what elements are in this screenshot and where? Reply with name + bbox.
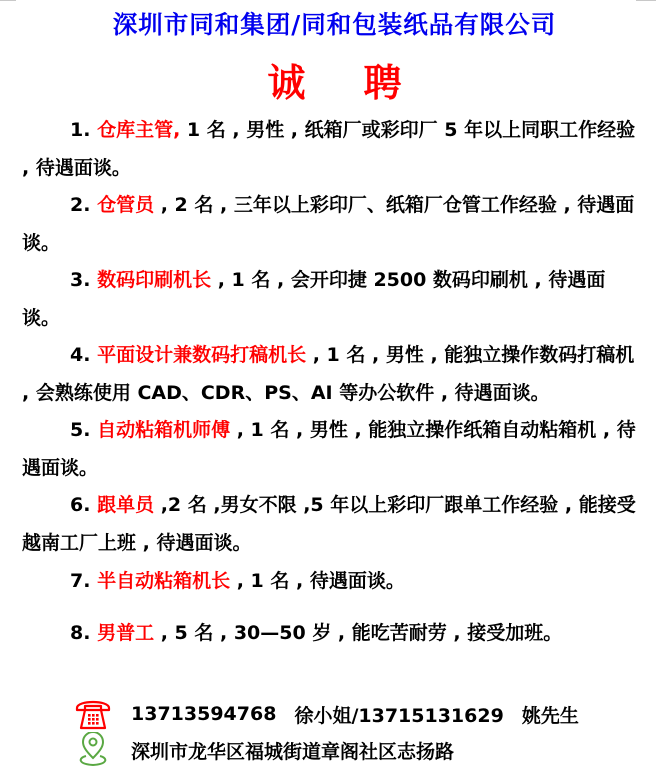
position-item [22,337,642,412]
position-item [22,262,642,337]
role-description: , 1 名 , 待遇面谈。 [230,570,405,592]
title-char-2: 聘 [363,61,402,105]
item-number: 6. [70,494,91,516]
top-edge-mark-left [0,0,16,1]
contact-phone-row [73,696,579,732]
location-pin-icon [73,732,113,768]
position-item [22,187,642,262]
item-number: 1. [70,119,91,141]
item-number: 8. [70,621,91,644]
item-number: 4. [70,344,91,366]
page-title [0,52,669,107]
position-item [22,487,642,562]
company-name: 深圳市同和集团/同和包装纸品有限公司 [112,10,557,39]
role-description: , 1 名 , 男性 , 能独立操作数码打稿机 , 会熟练使用 CAD、CDR、PS、AI 等办公软件 , 待遇面谈。 [22,344,635,404]
telephone-icon [73,696,113,732]
item-number: 2. [70,194,91,216]
role-title: 自动粘箱机师傅 [97,419,231,441]
role-title: 仓管员 [97,194,155,216]
position-item [22,563,642,601]
role-title: 跟单员 [97,494,155,516]
position-item [22,412,642,487]
role-description: , 1 名 , 男性 , 能独立操作纸箱自动粘箱机 , 待遇面谈。 [22,419,636,479]
role-title: 男普工 [97,621,155,644]
phone-number-1: 13713594768 [131,703,277,725]
role-description: ,2 名 ,男女不限 ,5 年以上彩印厂跟单工作经验 , 能接受越南工厂上班 , 待遇面谈。 [22,494,636,554]
title-char-1: 诚 [267,61,306,105]
item-number: 3. [70,269,91,291]
position-item [22,615,642,653]
role-description: , 1 名 , 会开印捷 2500 数码印刷机 , 待遇面谈。 [22,269,606,329]
position-item [22,112,642,187]
item-number: 5. [70,419,91,441]
top-edge-mark-right [636,0,656,1]
address-text: 深圳市龙华区福城街道章阁社区志扬路 [131,740,455,763]
role-title: 仓库主管, [97,119,181,141]
role-title: 平面设计兼数码打稿机长 [97,344,307,366]
contact-address-row [73,732,454,768]
item-number: 7. [70,570,91,592]
role-title: 半自动粘箱机长 [97,570,231,592]
contact-person-2: 姚先生 [521,704,579,727]
role-description: , 5 名 , 30—50 岁 , 能吃苦耐劳 , 接受加班。 [154,621,563,644]
role-description: 1 名 , 男性 , 纸箱厂或彩印厂 5 年以上同职工作经验 , 待遇面谈。 [22,119,636,179]
contact-person-1: 徐小姐/13715131629 [294,704,504,727]
role-title: 数码印刷机长 [97,269,212,291]
positions-list [22,112,642,652]
role-description: , 2 名 , 三年以上彩印厂、纸箱厂仓管工作经验 , 待遇面谈。 [22,194,635,254]
